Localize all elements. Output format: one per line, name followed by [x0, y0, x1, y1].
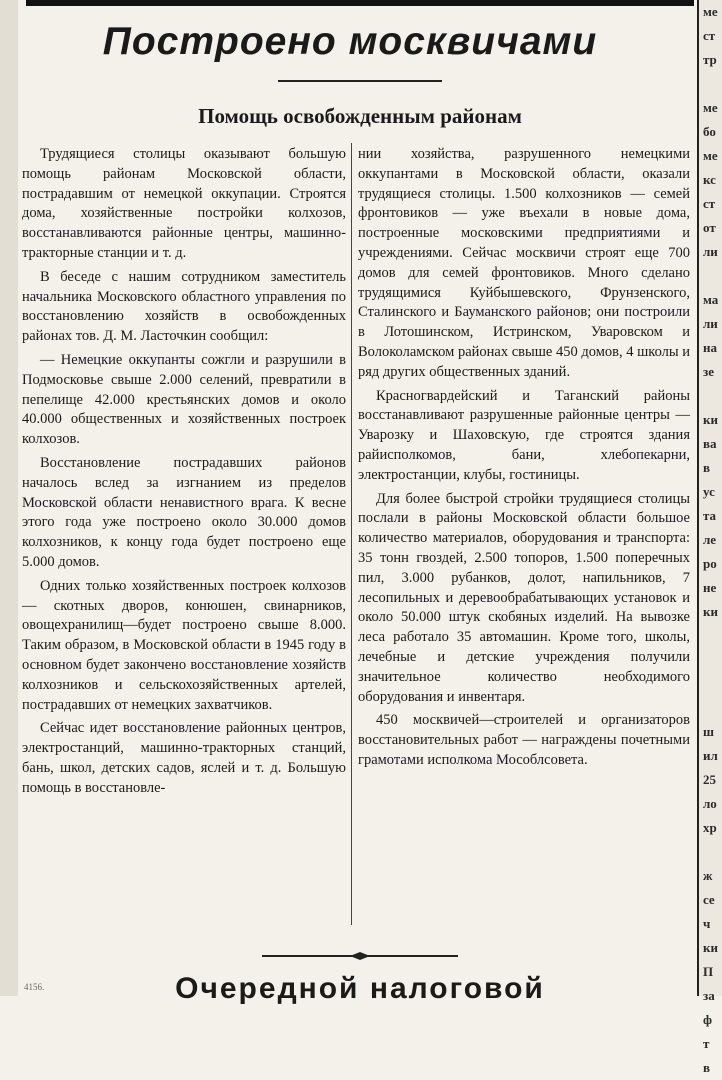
neighbor-fragment: ро [703, 556, 717, 571]
neighbor-fragment: кс [703, 172, 716, 187]
neighbor-fragment: т [703, 1036, 710, 1051]
section-divider [262, 952, 458, 960]
paragraph: В беседе с нашим сотрудником заместитель начальника Московского областного управления по восстановлению хозяйств в освобожденных районах тов. Д. М. Ласточкин сообщил: [22, 268, 346, 345]
paragraph: Красногвардейский и Таганский районы восстанавливают разрушенные районные центры — Уварозку и Шаховскую, где строятся здания райисполкомов, бани, хлебопекарни, электростанции, клубы, гостиницы. [358, 387, 690, 483]
neighbor-fragment [699, 672, 722, 696]
neighbor-fragment: та [703, 508, 717, 523]
neighbor-fragment: ки [703, 940, 718, 955]
column-divider [351, 143, 352, 925]
neighbor-fragment [699, 840, 722, 864]
top-rule [26, 0, 694, 6]
neighbor-fragment: ст [703, 196, 716, 211]
neighbor-fragment: ус [703, 484, 715, 499]
paragraph: — Немецкие оккупанты сожгли и разрушили в Подмосковье свыше 2.000 селений, превратили в пепелище 42.000 крестьянских домов и около 40.000 общественных и хозяйственных построек колхозов. [22, 351, 346, 448]
neighbor-fragment [699, 696, 722, 720]
neighbor-fragment: бо [703, 124, 716, 139]
paragraph: Для более быстрой стройки трудящиеся столицы послали в районы Московской области большое количество материалов, оборудования и транспорта: 35 тонн гвоздей, 2.500 топоров, 1.500 поперечных пил, 3.000 рубанков, долот, напильников, 7 лесопильных и деревообрабатывающих установок и около 50.000 штук скобяных изделий. На вывозке леса работало 35 автомашин. Кроме того, школы, лечебные и детские учреждения получили значительное количество необходимого оборудования и инвентаря. [358, 490, 690, 705]
neighbor-fragment: ки [703, 412, 718, 427]
neighbor-fragment: ле [703, 532, 717, 547]
neighbor-column-strip [697, 0, 722, 1075]
neighbor-fragment: ил [703, 748, 718, 763]
neighbor-fragment: ки [703, 604, 718, 619]
article-subtitle: Помощь освобожденным районам [198, 104, 522, 128]
page-mark: 4156. [24, 982, 45, 992]
article-title: Построено москвичами [102, 20, 598, 63]
neighbor-fragment: ме [703, 4, 718, 19]
paragraph: Восстановление пострадавших районов началось вслед за изгнанием из пределов Московской области ненавистного врага. К весне этого года уже построено около 30.000 домов колхозников, к концу года будет построено еще 5.000 домов. [22, 454, 346, 570]
neighbor-fragment: не [703, 580, 717, 595]
paragraph: Сейчас идет восстановление районных центров, электростанций, машинно-тракторных станций, бань, школ, детских садов, яслей и т. д. Большую помощь в восстановле- [22, 720, 346, 796]
paragraph-continuation: нии хозяйства, разрушенного немецкими оккупантами в Московской области, оказали трудящиеся столицы. 1.500 колхозников — семей фронтовиков — уже въехали в новые дома, построенные московскими предприятиями и учреждениями. Сейчас москвичи строят еще 700 домов для семей фронтовиков. Много сделано трудящимися Куйбышевского, Фрунзенского, Сталинского и Бауманского районов; они построили в Лотошинском, Истринском, Уваровском и Волоколамском районах свыше 450 домов, 4 школы и ряд других общественных зданий. [358, 146, 690, 380]
neighbor-fragment [699, 648, 722, 672]
neighbor-fragment: в [703, 1060, 711, 1075]
page-left-edge [0, 0, 18, 996]
neighbor-fragment: от [703, 220, 716, 235]
neighbor-fragment: ва [703, 436, 717, 451]
divider-ornament [350, 952, 370, 960]
neighbor-fragment: ф [703, 1012, 712, 1027]
neighbor-fragment [699, 72, 722, 96]
neighbor-fragment: ме [703, 100, 718, 115]
article-column-right [358, 145, 690, 775]
neighbor-fragment: ло [703, 796, 717, 811]
neighbor-fragment: за [703, 988, 715, 1003]
paragraph: Одних только хозяйственных построек колхозов — скотных дворов, конюшен, свинарников, овощехранилищ—будет построено свыше 8.000. Таким образом, в Московской области в 1945 году в основном будет закончено восстановление хозяйств колхозников и сельскохозяйственных артелей, пострадавших от немецких захватчиков. [22, 577, 346, 713]
next-article-headline: Очередной налоговой [175, 972, 545, 1005]
paragraph: 450 москвичей—строителей и организаторов восстановительных работ — награждены почетными грамотами исполкома Мособлсовета. [358, 712, 690, 768]
neighbor-fragment: ме [703, 148, 718, 163]
neighbor-fragment [699, 264, 722, 288]
neighbor-fragment: се [703, 892, 715, 907]
paragraph: Трудящиеся столицы оказывают большую помощь районам Московской области, пострадавшим от немецкой оккупации. Строятся дома, хозяйственные постройки колхозов, восстанавливаются районные центры, машинно-тракторные станции и т. д. [22, 146, 346, 261]
neighbor-fragment: зе [703, 364, 714, 379]
neighbor-fragment: тр [703, 52, 717, 67]
title-rule [278, 80, 442, 82]
neighbor-fragment: ст [703, 28, 716, 43]
article-column-left [22, 145, 346, 803]
neighbor-fragment: на [703, 340, 717, 355]
neighbor-fragment: ш [703, 724, 714, 739]
neighbor-fragment [699, 624, 722, 648]
neighbor-fragment: ли [703, 244, 718, 259]
neighbor-fragment [699, 384, 722, 408]
neighbor-fragment: ли [703, 316, 718, 331]
neighbor-fragment: в [703, 460, 711, 475]
neighbor-fragment: П [703, 964, 714, 979]
neighbor-fragment: ч [703, 916, 711, 931]
neighbor-fragment: ж [703, 868, 713, 883]
neighbor-fragment: ма [703, 292, 719, 307]
neighbor-fragment: хр [703, 820, 717, 835]
neighbor-fragment: 25 [703, 772, 716, 787]
